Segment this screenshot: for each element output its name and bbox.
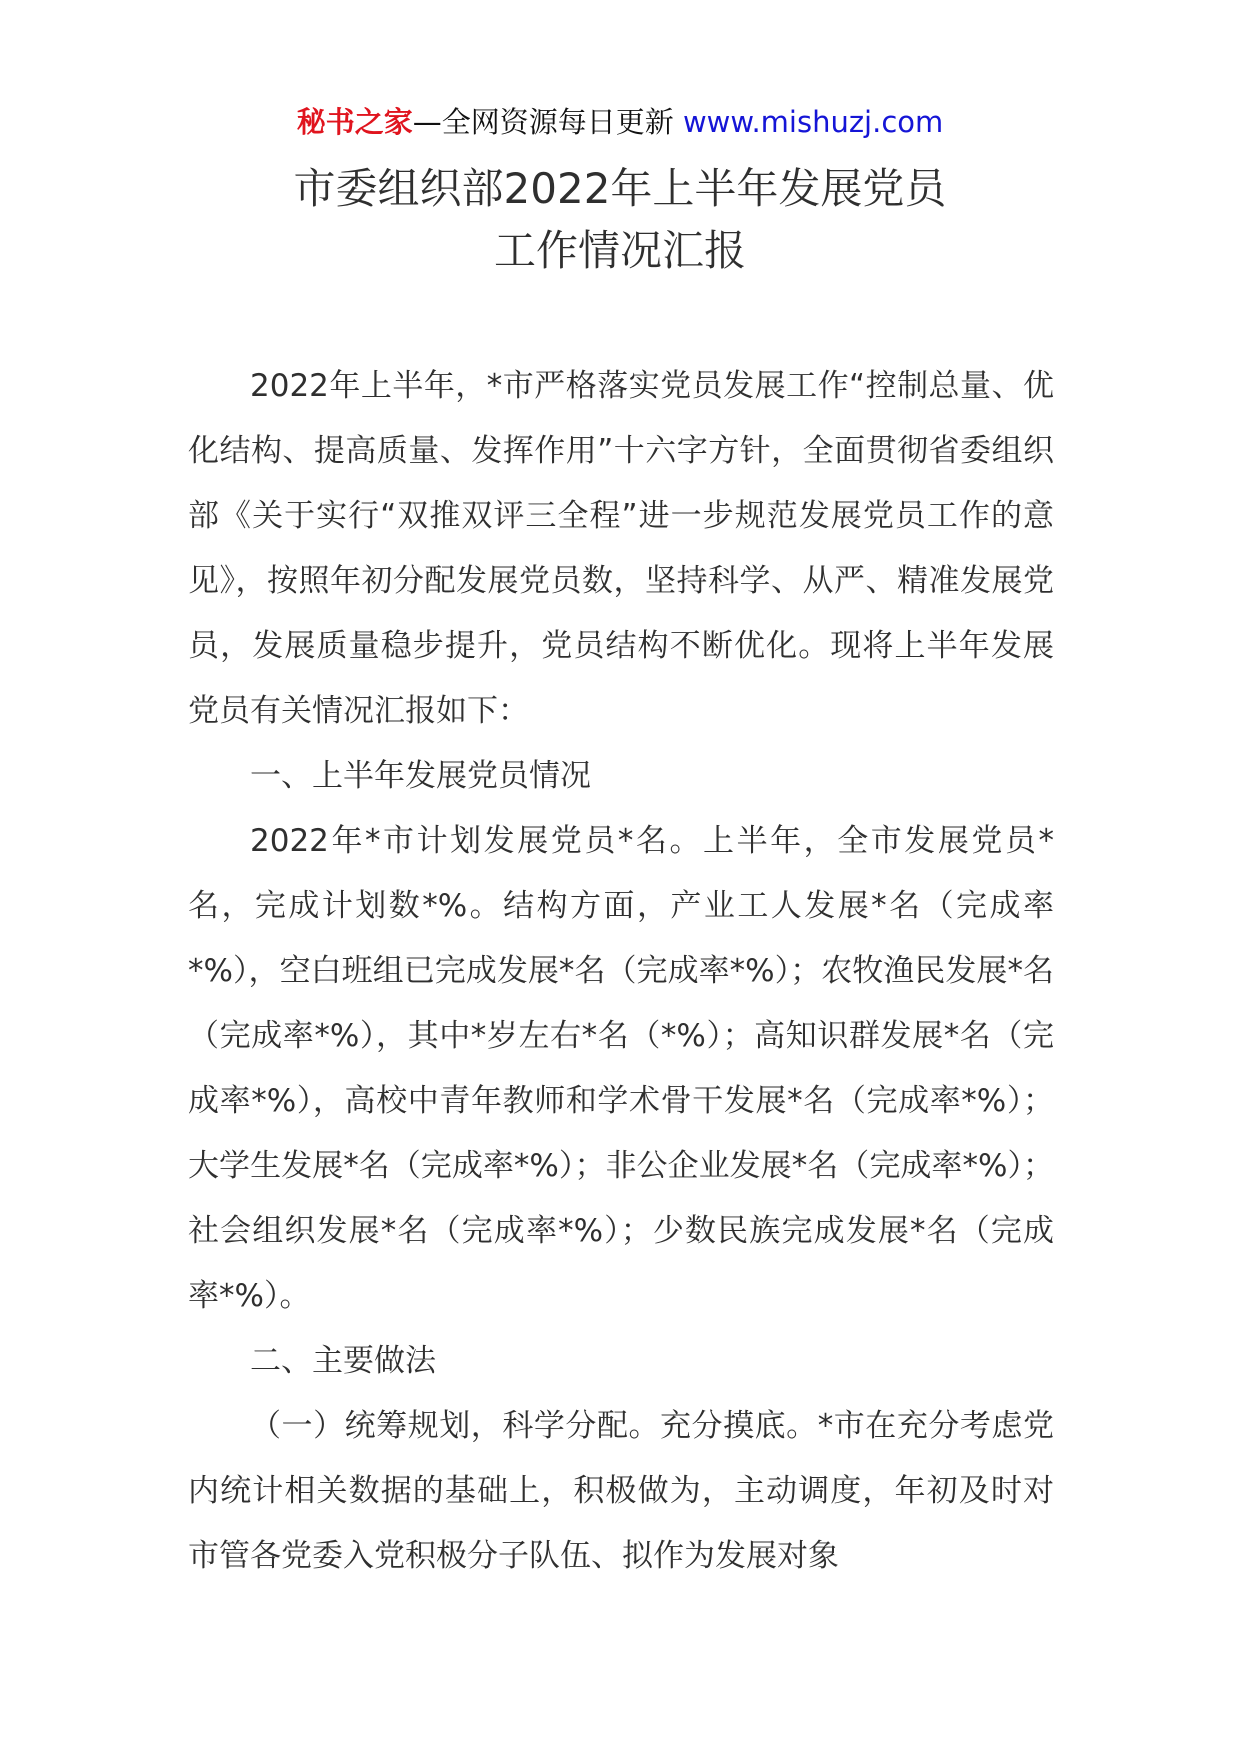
document-body xyxy=(188,354,1054,1589)
title-line-2: 工作情况汇报 xyxy=(493,226,746,275)
section-heading-2: 二、主要做法 xyxy=(250,1343,436,1379)
site-url-link[interactable]: www.mishuzj.com xyxy=(682,105,944,139)
section-heading-1: 一、上半年发展党员情况 xyxy=(250,758,591,794)
document-title xyxy=(0,158,1240,282)
method-paragraph: （一）统筹规划，科学分配。充分摸底。*市在充分考虑党内统计相关数据的基础上，积极做为，主动调度，年初及时对市管各党委入党积极分子队伍、拟作为发展对象 xyxy=(188,1408,1054,1574)
header-tagline: —全网资源每日更新 xyxy=(412,105,674,139)
stats-paragraph: 2022年*市计划发展党员*名。上半年，全市发展党员*名，完成计划数*%。结构方面，产业工人发展*名（完成率*%），空白班组已完成发展*名（完成率*%）；农牧渔民发展*名（完成率*%），其中*岁左右*名（*%）；高知识群发展*名（完成率*%），高校中青年教师和学术骨干发展*名（完成率*%）；大学生发展*名（完成率*%）；非公企业发展*名（完成率*%）；社会组织发展*名（完成率*%）；少数民族完成发展*名（完成率*%）。 xyxy=(188,823,1054,1314)
brand-name: 秘书之家 xyxy=(296,105,413,139)
title-line-1: 市委组织部2022年上半年发展党员 xyxy=(293,164,947,213)
watermark-header xyxy=(0,102,1240,142)
intro-paragraph: 2022年上半年，*市严格落实党员发展工作“控制总量、优化结构、提高质量、发挥作用”十六字方针，全面贯彻省委组织部《关于实行“双推双评三全程”进一步规范发展党员工作的意见》，按照年初分配发展党员数，坚持科学、从严、精准发展党员，发展质量稳步提升，党员结构不断优化。现将上半年发展党员有关情况汇报如下： xyxy=(188,368,1054,729)
